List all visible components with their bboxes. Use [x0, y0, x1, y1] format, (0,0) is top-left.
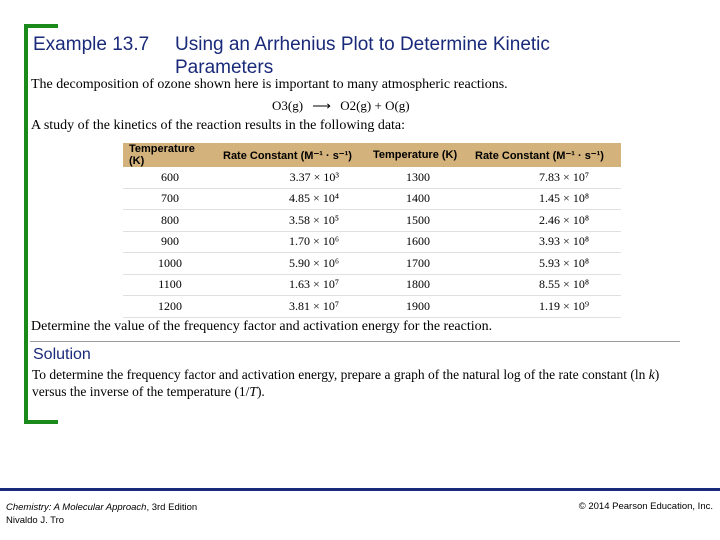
table-row	[123, 188, 621, 210]
table-cell: 1.45 × 10⁸	[469, 188, 621, 210]
table-cell: 3.37 × 10³	[217, 167, 367, 188]
reactant: O3(g)	[272, 98, 304, 113]
table-header-row	[123, 143, 621, 167]
table-cell: 600	[123, 167, 217, 188]
table-row	[123, 253, 621, 275]
rate-constant-symbol: k	[648, 367, 655, 382]
table-cell: 1700	[367, 253, 469, 275]
footer-copyright: © 2014 Pearson Education, Inc.	[578, 501, 713, 512]
column-header: Rate Constant (M⁻¹ · s⁻¹)	[217, 143, 367, 167]
table-cell: 2.46 × 10⁸	[469, 210, 621, 232]
intro-text: The decomposition of ozone shown here is important to many atmospheric reactions.	[31, 77, 508, 92]
column-header: Temperature (K)	[123, 143, 217, 167]
table-cell: 1.70 × 10⁶	[217, 231, 367, 253]
solution-text-part: ) versus the inverse of the temperature (1/	[32, 367, 660, 399]
table-cell: 1.19 × 10⁹	[469, 296, 621, 318]
book-edition: , 3rd Edition	[146, 502, 198, 513]
table-row	[123, 296, 621, 318]
table-row	[123, 231, 621, 253]
column-header: Temperature (K)	[367, 143, 469, 167]
solution-heading: Solution	[33, 346, 91, 363]
solution-text	[32, 366, 692, 400]
table-cell: 800	[123, 210, 217, 232]
reaction-arrow-icon: ⟶	[312, 98, 331, 113]
book-title: Chemistry: A Molecular Approach	[6, 502, 147, 513]
study-text: A study of the kinetics of the reaction results in the following data:	[31, 118, 406, 133]
table-cell: 7.83 × 10⁷	[469, 167, 621, 188]
table-cell: 1100	[123, 274, 217, 296]
divider	[30, 341, 680, 342]
table-row	[123, 274, 621, 296]
table-cell: 1500	[367, 210, 469, 232]
footer-divider	[0, 488, 720, 491]
table-cell: 1000	[123, 253, 217, 275]
products: O2(g) + O(g)	[340, 98, 410, 113]
solution-text-part: To determine the frequency factor and activation energy, prepare a graph of the natural log of the rate constant (ln	[32, 367, 649, 382]
table-cell: 3.93 × 10⁸	[469, 231, 621, 253]
example-title	[33, 33, 673, 79]
table-cell: 1400	[367, 188, 469, 210]
column-header: Rate Constant (M⁻¹ · s⁻¹)	[469, 143, 621, 167]
kinetics-data-table	[123, 143, 621, 318]
temperature-symbol: T	[249, 384, 257, 399]
table-cell: 8.55 × 10⁸	[469, 274, 621, 296]
example-label: Example 13.7	[33, 34, 150, 55]
table-cell: 1800	[367, 274, 469, 296]
table-row	[123, 210, 621, 232]
table-cell: 700	[123, 188, 217, 210]
footer-citation	[6, 501, 197, 527]
table-row	[123, 167, 621, 188]
table-cell: 1300	[367, 167, 469, 188]
reaction-equation	[272, 98, 410, 114]
table-cell: 3.58 × 10⁵	[217, 210, 367, 232]
table-cell: 1600	[367, 231, 469, 253]
table-cell: 900	[123, 231, 217, 253]
table-cell: 3.81 × 10⁷	[217, 296, 367, 318]
determine-text: Determine the value of the frequency factor and activation energy for the reaction.	[31, 319, 493, 334]
table-cell: 5.93 × 10⁸	[469, 253, 621, 275]
table-cell: 1.63 × 10⁷	[217, 274, 367, 296]
example-heading: Using an Arrhenius Plot to Determine Kinetic Parameters	[175, 34, 550, 78]
book-author: Nivaldo J. Tro	[6, 515, 65, 526]
solution-text-part: ).	[256, 384, 265, 399]
table-cell: 4.85 × 10⁴	[217, 188, 367, 210]
table-cell: 1900	[367, 296, 469, 318]
table-cell: 5.90 × 10⁶	[217, 253, 367, 275]
table-cell: 1200	[123, 296, 217, 318]
